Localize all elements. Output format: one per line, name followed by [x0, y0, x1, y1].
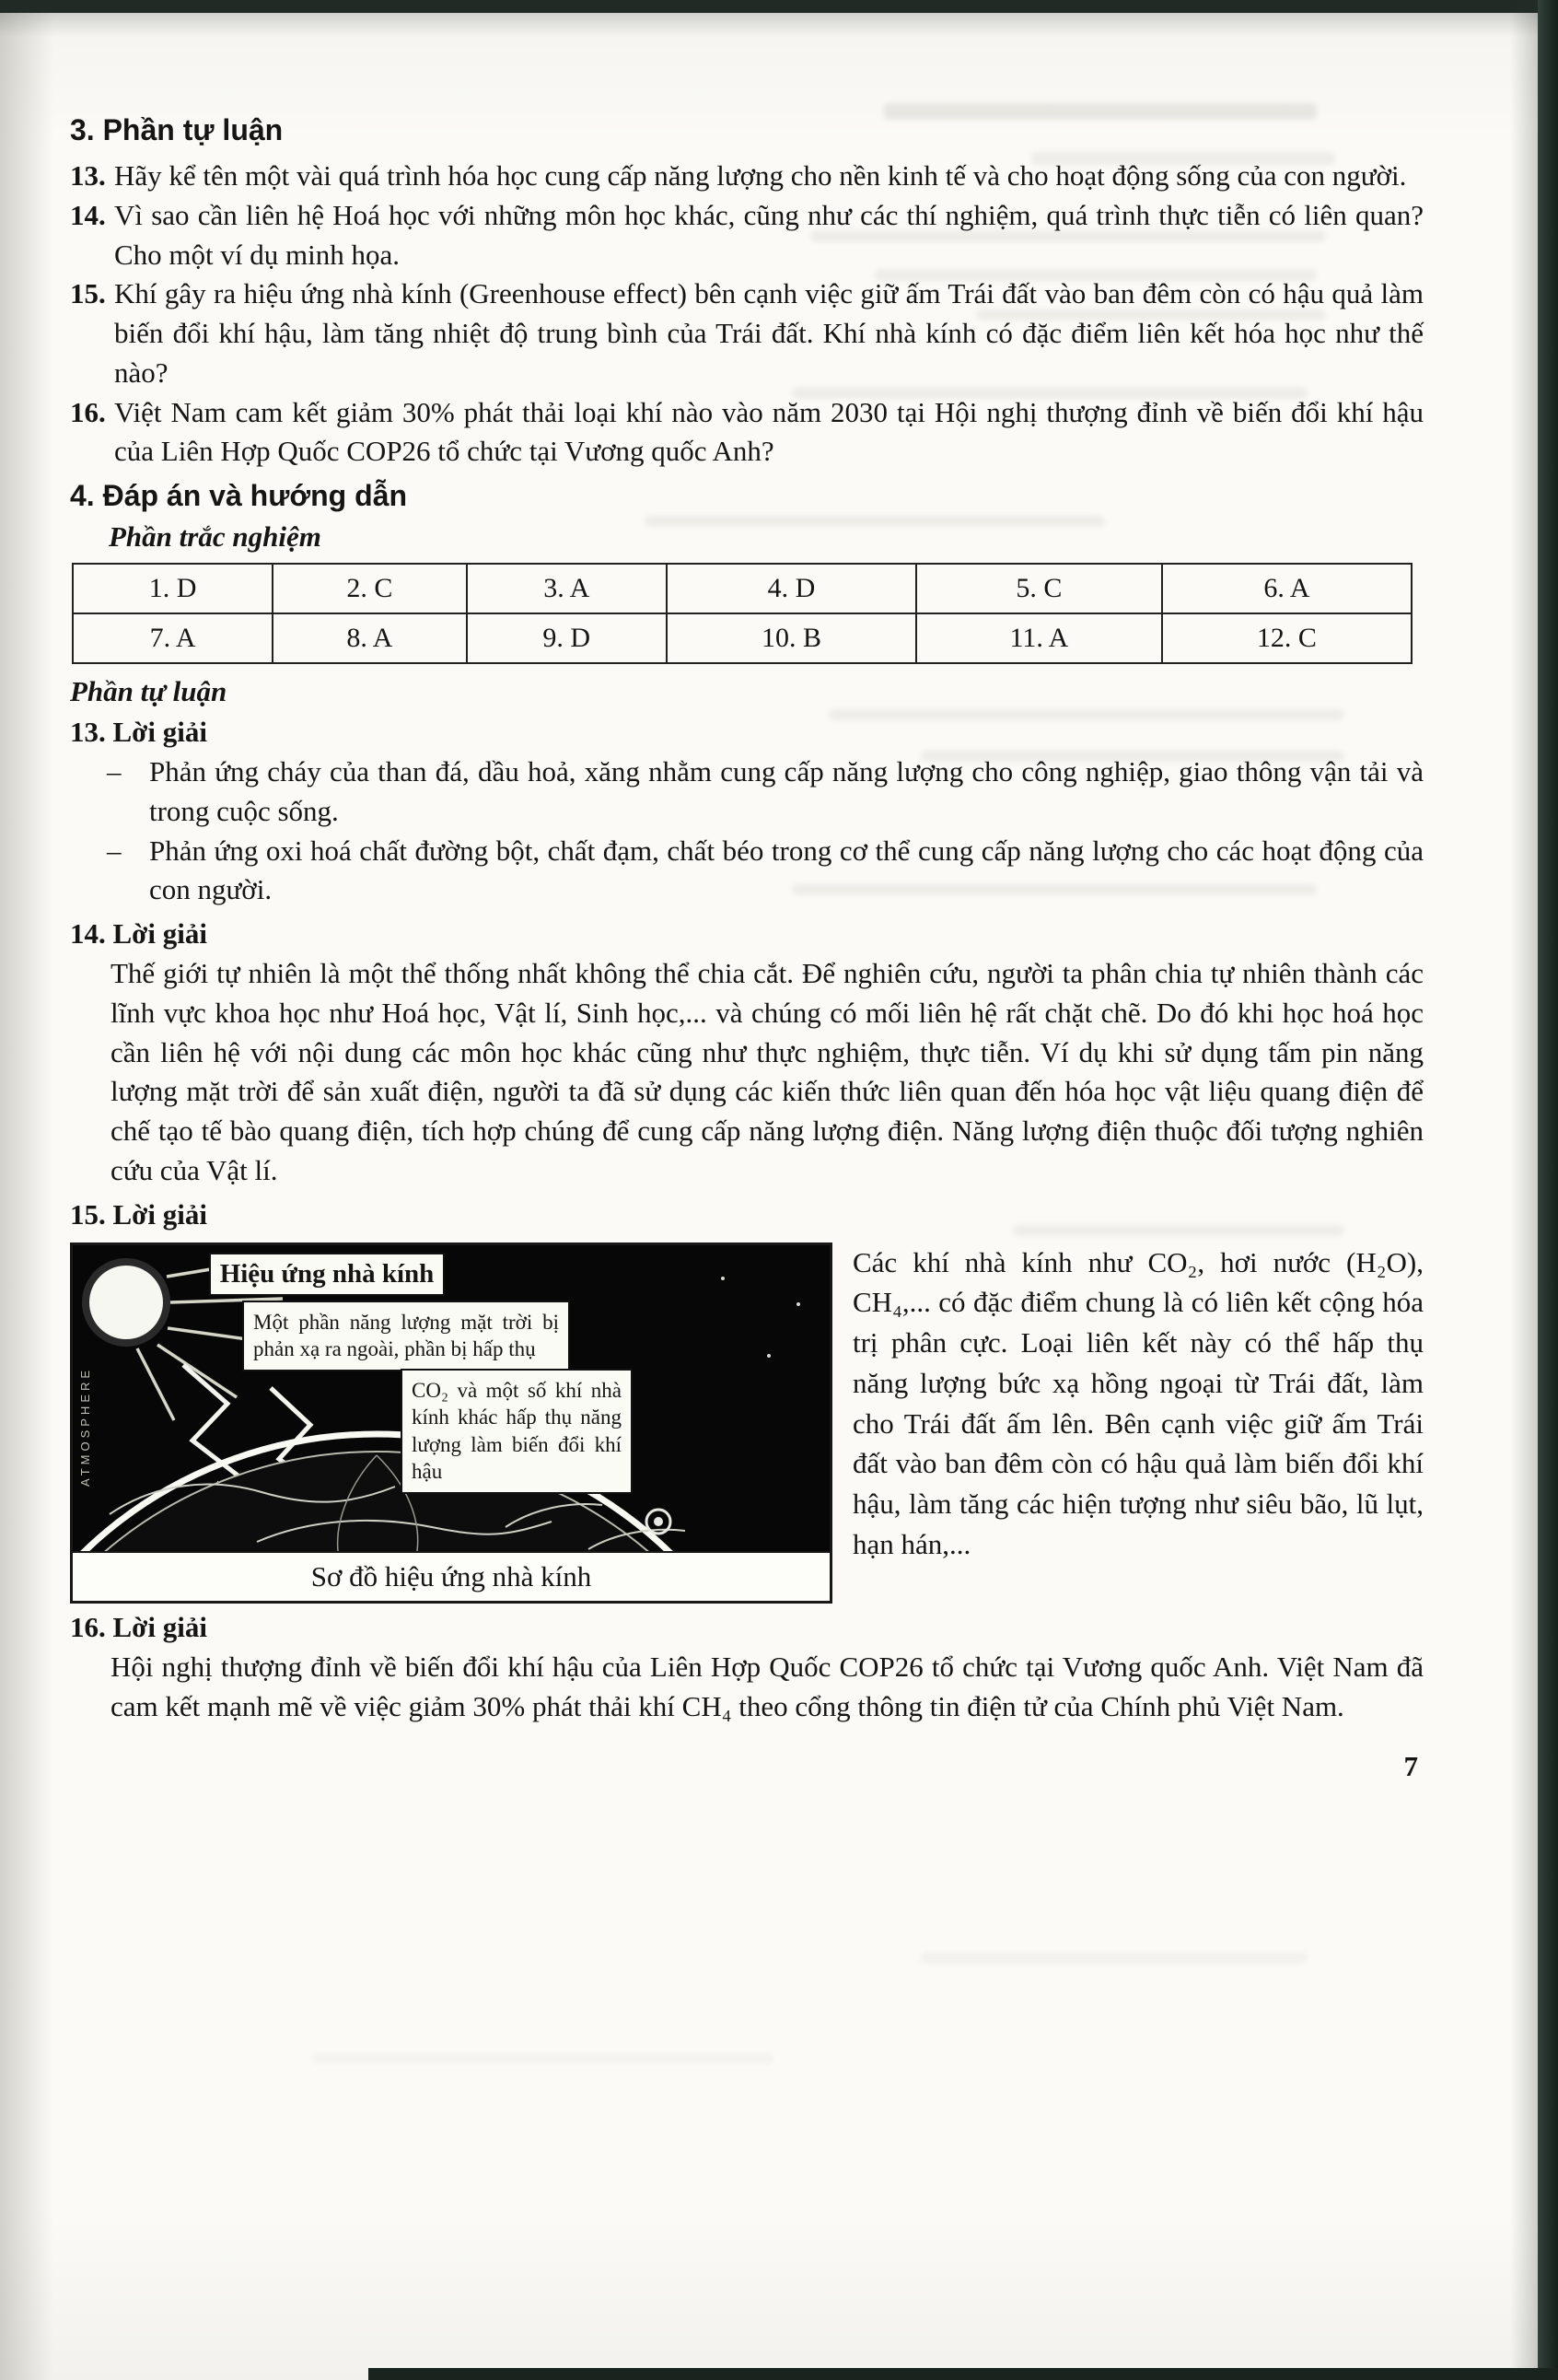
solution-item-text: Phản ứng cháy của than đá, dầu hoả, xăng nhằm cung cấp năng lượng cho công nghiệp, giao thông vận tải và trong cuộc sống.: [149, 755, 1424, 827]
stars-icon: [721, 1277, 800, 1358]
dash-bullet: –: [107, 755, 122, 788]
atmosphere-label: ATMOSPHERE: [78, 1366, 92, 1487]
answer-cell: 7. A: [73, 613, 273, 663]
answer-cell: 9. D: [467, 613, 667, 663]
answer-cell: 1. D: [73, 564, 273, 613]
scan-edge-right: [1538, 0, 1558, 2380]
answer-row-1: [73, 564, 1412, 613]
question-text: Hãy kể tên một vài quá trình hóa học cung cấp năng lượng cho nền kinh tế và cho hoạt động sống của con người.: [114, 159, 1407, 192]
question-text: Vì sao cần liên hệ Hoá học với những môn học khác, cũng như các thí nghiệm, quá trình thực tiễn có liên quan? Cho một ví dụ minh họa.: [114, 198, 1424, 271]
question-text: Việt Nam cam kết giảm 30% phát thải loại khí nào vào năm 2030 tại Hội nghị thượng đỉnh về biến đổi khí hậu của Liên Hợp Quốc COP26 tổ chức tại Vương quốc Anh?: [114, 395, 1424, 468]
solution-13-label: 13. Lời giải: [70, 716, 207, 749]
page-content: [70, 88, 1424, 1783]
answer-cell: 11. A: [916, 613, 1162, 663]
solution-14-text: Thế giới tự nhiên là một thể thống nhất không thể chia cắt. Để nghiên cứu, người ta phân chia tự nhiên thành các lĩnh vực khoa học như Hoá học, Vật lí, Sinh học,... và chúng có mối liên hệ rất chặt chẽ. Do đó khi học hoá học cần liên hệ với nội dung các môn học khác cũng như thực nghiệm, thực tiễn. Ví dụ khi sử dụng tấm pin năng lượng mặt trời để sản xuất điện, người ta đã sử dụng các kiến thức liên quan đến hóa học vật liệu quang điện để chế tạo tế bào quang điện, tích hợp chúng để cung cấp năng lượng điện. Năng lượng điện thuộc đối tượng nghiên cứu của Vật lí.: [110, 957, 1424, 1187]
scan-top-shadow: [0, 13, 1558, 37]
figure-label-reflection: Một phần năng lượng mặt trời bị phản xạ ra ngoài, phần bị hấp thụ: [242, 1301, 570, 1371]
section-heading-answer-key: 4. Đáp án và hướng dẫn: [70, 479, 407, 513]
question-list: [70, 157, 1424, 472]
figure-caption: Sơ đồ hiệu ứng nhà kính: [73, 1551, 830, 1601]
solution-13-item-1: [107, 752, 1424, 832]
question-number: 13.: [70, 159, 106, 192]
dash-bullet: –: [107, 834, 122, 867]
answer-key-table: [72, 563, 1413, 664]
solution-13-item-2: [107, 832, 1424, 911]
greenhouse-effect-figure: [70, 1242, 832, 1604]
answer-cell: 3. A: [467, 564, 667, 613]
question-16: [70, 393, 1424, 472]
greenhouse-diagram: [73, 1245, 830, 1551]
bleedthrough-smudge: [313, 2054, 773, 2063]
figure-title: Hiệu ứng nhà kính: [209, 1253, 445, 1296]
bleedthrough-smudge: [921, 1953, 1308, 1964]
solution-15-label: 15. Lời giải: [70, 1197, 207, 1231]
scan-left-shadow: [0, 0, 53, 2380]
solution-16-text: Hội nghị thượng đỉnh về biến đổi khí hậu của Liên Hợp Quốc COP26 tổ chức tại Vương quốc Anh. Việt Nam đã cam kết mạnh mẽ về việc giảm 30% phát thải khí CH₄ theo cổng thông tin điện tử của Chính phủ Việt Nam.: [110, 1650, 1424, 1722]
solution-16-label: 16. Lời giải: [70, 1610, 207, 1643]
answer-cell: 10. B: [667, 613, 916, 663]
solution-15-text: Các khí nhà kính như CO₂, hơi nước (H₂O), CH₄,... có đặc điểm chung là có liên kết cộng hóa trị phân cực. Loại liên kết này có thể hấp thụ năng lượng bức xạ hồng ngoại từ Trái đất, làm cho Trái đất ấm lên. Bên cạnh việc giữ ấm Trái đất vào ban đêm còn có hậu quả làm biến đổi khí hậu, làm tăng các hiện tượng như siêu bão, lũ lụt, hạn hán,...: [853, 1245, 1424, 1560]
answer-cell: 6. A: [1162, 564, 1412, 613]
question-number: 14.: [70, 198, 106, 231]
question-15: [70, 274, 1424, 392]
question-number: 15.: [70, 277, 106, 310]
page-number: 7: [1403, 1750, 1418, 1783]
answer-cell: 5. C: [916, 564, 1162, 613]
answer-cell: 12. C: [1162, 613, 1412, 663]
sun-icon: [82, 1258, 170, 1347]
scan-edge-bottom: [368, 2368, 1558, 2380]
subheading-multiple-choice: Phần trắc nghiệm: [109, 520, 321, 554]
scan-edge-top: [0, 0, 1558, 13]
question-number: 16.: [70, 395, 106, 428]
solution-item-text: Phản ứng oxi hoá chất đường bột, chất đạm, chất béo trong cơ thể cung cấp năng lượng cho các hoạt động của con người.: [149, 834, 1424, 906]
figure-label-greenhouse-gases: CO₂ và một số khí nhà kính khác hấp thụ năng lượng làm biến đổi khí hậu: [401, 1369, 633, 1494]
solution-15-content: [70, 1242, 1424, 1604]
question-text: Khí gây ra hiệu ứng nhà kính (Greenhouse effect) bên cạnh việc giữ ấm Trái đất vào ban đêm còn có hậu quả làm biến đổi khí hậu, làm tăng nhiệt độ trung bình của Trái đất. Khí nhà kính có đặc điểm liên kết hóa học như thế nào?: [114, 277, 1424, 389]
answer-cell: 2. C: [273, 564, 466, 613]
section-heading-essay-questions: 3. Phần tự luận: [70, 113, 284, 146]
answer-row-2: [73, 613, 1412, 663]
question-14: [70, 196, 1424, 275]
scan-right-shadow: [1510, 0, 1538, 2380]
answer-cell: 8. A: [273, 613, 466, 663]
solution-14-label: 14. Lời giải: [70, 917, 207, 951]
answer-cell: 4. D: [667, 564, 916, 613]
question-13: [70, 157, 1424, 196]
subheading-essay-solutions: Phần tự luận: [70, 675, 227, 708]
